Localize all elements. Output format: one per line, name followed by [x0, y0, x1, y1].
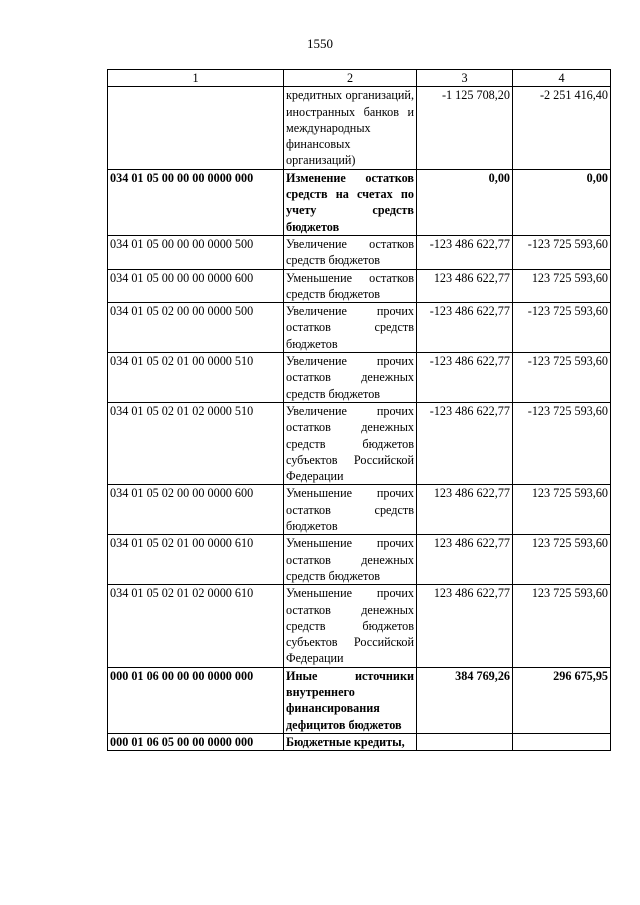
amount-col4-cell: 0,00 [513, 169, 611, 235]
amount-col4-cell [513, 733, 611, 750]
amount-col3-cell: 123 486 622,77 [417, 485, 513, 535]
column-header: 1 [108, 70, 284, 87]
amount-col4-cell: -2 251 416,40 [513, 87, 611, 169]
amount-col3-cell: -123 486 622,77 [417, 235, 513, 269]
amount-col4-cell: -123 725 593,60 [513, 235, 611, 269]
amount-col4-cell: 123 725 593,60 [513, 269, 611, 303]
description-cell: Изменение остатков средств на счетах по учету средств бюджетов [284, 169, 417, 235]
budget-code-cell: 034 01 05 02 01 00 0000 510 [108, 353, 284, 403]
amount-col4-cell: 123 725 593,60 [513, 535, 611, 585]
budget-code-cell: 034 01 05 00 00 00 0000 000 [108, 169, 284, 235]
budget-code-cell: 000 01 06 00 00 00 0000 000 [108, 667, 284, 733]
description-cell: Уменьшение прочих остатков денежных средств бюджетов [284, 535, 417, 585]
table-row [108, 667, 611, 733]
budget-code-cell: 034 01 05 00 00 00 0000 500 [108, 235, 284, 269]
amount-col4-cell: 123 725 593,60 [513, 485, 611, 535]
description-cell: Увеличение прочих остатков денежных средств бюджетов [284, 353, 417, 403]
table-row [108, 402, 611, 484]
budget-code-cell: 034 01 05 02 01 02 0000 610 [108, 585, 284, 667]
budget-code-cell: 034 01 05 02 01 02 0000 510 [108, 402, 284, 484]
description-cell: Увеличение прочих остатков средств бюджетов [284, 303, 417, 353]
description-cell: Уменьшение прочих остатков средств бюджетов [284, 485, 417, 535]
description-cell: Иные источники внутреннего финансирования дефицитов бюджетов [284, 667, 417, 733]
budget-code-cell: 034 01 05 02 01 00 0000 610 [108, 535, 284, 585]
budget-code-cell: 034 01 05 00 00 00 0000 600 [108, 269, 284, 303]
amount-col4-cell: -123 725 593,60 [513, 402, 611, 484]
amount-col4-cell: 296 675,95 [513, 667, 611, 733]
description-cell: Уменьшение прочих остатков денежных средств бюджетов субъектов Российской Федерации [284, 585, 417, 667]
amount-col3-cell: -123 486 622,77 [417, 303, 513, 353]
budget-sources-table [107, 69, 611, 751]
table-row [108, 585, 611, 667]
amount-col4-cell: -123 725 593,60 [513, 303, 611, 353]
column-header: 2 [284, 70, 417, 87]
table-row [108, 733, 611, 750]
description-cell: Увеличение прочих остатков денежных средств бюджетов субъектов Российской Федерации [284, 402, 417, 484]
amount-col3-cell: 384 769,26 [417, 667, 513, 733]
amount-col3-cell: 0,00 [417, 169, 513, 235]
amount-col3-cell: 123 486 622,77 [417, 269, 513, 303]
table-row [108, 235, 611, 269]
amount-col3-cell: -123 486 622,77 [417, 353, 513, 403]
table-row [108, 169, 611, 235]
table-row [108, 353, 611, 403]
description-cell: Увеличение остатков средств бюджетов [284, 235, 417, 269]
table-row [108, 485, 611, 535]
column-header: 4 [513, 70, 611, 87]
budget-code-cell: 034 01 05 02 00 00 0000 500 [108, 303, 284, 353]
description-cell: Уменьшение остатков средств бюджетов [284, 269, 417, 303]
table-row [108, 303, 611, 353]
page-number: 1550 [307, 36, 333, 51]
description-cell: Бюджетные кредиты, [284, 733, 417, 750]
table-row [108, 87, 611, 169]
amount-col4-cell: 123 725 593,60 [513, 585, 611, 667]
amount-col3-cell: 123 486 622,77 [417, 585, 513, 667]
table-row [108, 535, 611, 585]
budget-code-cell: 000 01 06 05 00 00 0000 000 [108, 733, 284, 750]
amount-col4-cell: -123 725 593,60 [513, 353, 611, 403]
amount-col3-cell: -1 125 708,20 [417, 87, 513, 169]
amount-col3-cell: -123 486 622,77 [417, 402, 513, 484]
table-row [108, 269, 611, 303]
table-header-row [108, 70, 611, 87]
budget-code-cell: 034 01 05 02 00 00 0000 600 [108, 485, 284, 535]
budget-code-cell [108, 87, 284, 169]
description-cell: кредитных организаций, иностранных банков и международных финансовых организаций) [284, 87, 417, 169]
amount-col3-cell: 123 486 622,77 [417, 535, 513, 585]
column-header: 3 [417, 70, 513, 87]
amount-col3-cell [417, 733, 513, 750]
